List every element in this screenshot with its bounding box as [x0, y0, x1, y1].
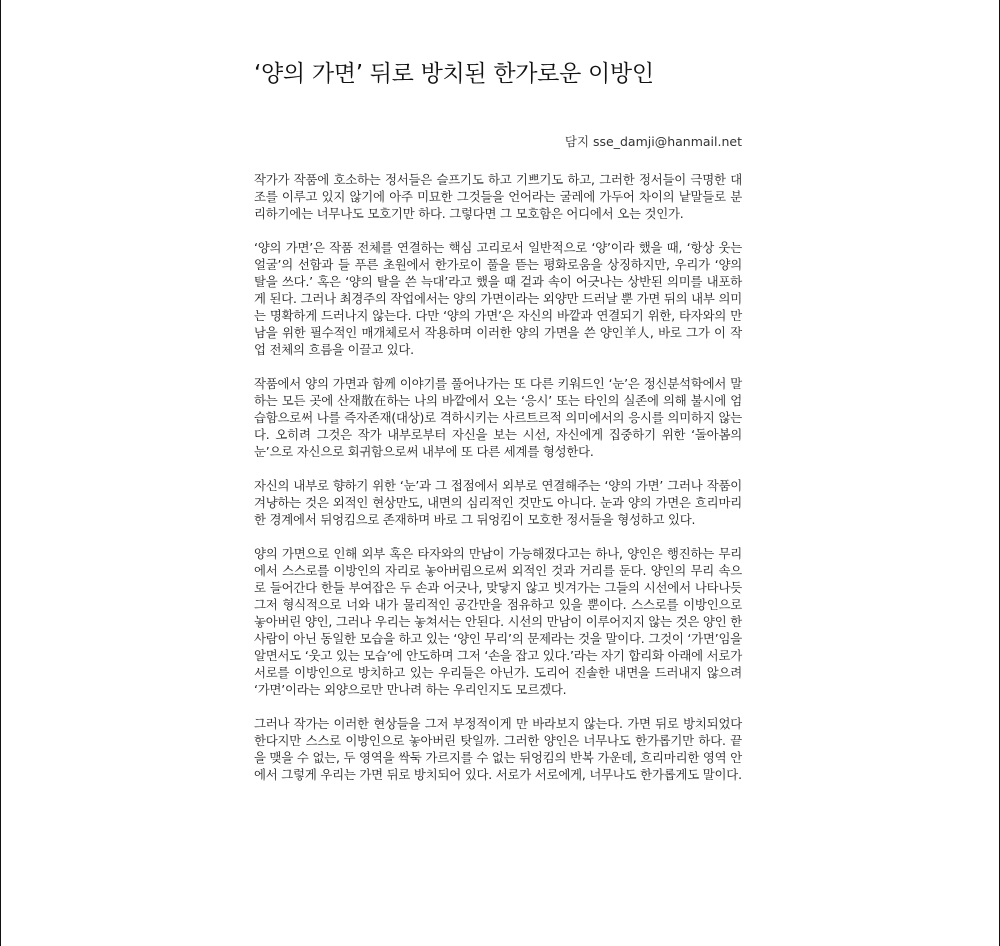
- article: [254, 56, 742, 800]
- article-body: [254, 171, 742, 783]
- paragraph: 양의 가면으로 인해 외부 혹은 타자와의 만남이 가능해졌다고는 하나, 양인은 행진하는 무리에서 스스로를 이방인의 자리로 놓아버림으로써 외적인 것과 거리를 둔다. 양인의 무리 속으로 들어간다 한들 부여잡은 두 손과 어긋나, 맞닿지 않고 빗겨가는 그들의 시선에서 나타나듯 그저 형식적으로 너와 내가 물리적인 공간만을 점유하고 있을 뿐이다. 스스로를 이방인으로 놓아버린 양인, 그러나 우리는 놓쳐서는 안된다. 시선의 만남이 이루어지지 않는 것은 양인 한 사람이 아닌 동일한 모습을 하고 있는 ‘양인 무리’의 문제라는 것을 말이다. 그것이 ‘가면’임을 알면서도 ‘웃고 있는 모습’에 안도하며 그저 ‘손을 잡고 있다.’라는 자기 합리화 아래에 서로가 서로를 이방인으로 방치하고 있는 우리들은 아닌가. 도리어 진솔한 내면을 드러내지 않으려 ‘가면’이라는 외양으로만 만나려 하는 우리인지도 모르겠다.: [254, 546, 742, 697]
- article-title: ‘양의 가면’ 뒤로 방치된 한가로운 이방인: [254, 61, 654, 87]
- author-byline: 담지 sse_damji@hanmail.net: [564, 134, 742, 149]
- paragraph: 그러나 작가는 이러한 현상들을 그저 부정적이게 만 바라보지 않는다. 가면 뒤로 방치되었다 한다지만 스스로 이방인으로 놓아버린 탓일까. 그러한 양인은 너무나도 한가롭기만 하다. 끝을 맺을 수 없는, 두 영역을 싹둑 가르지를 수 없는 뒤엉킴의 반복 가운데, 흐리마리한 영역 안에서 그렇게 우리는 가면 뒤로 방치되어 있다. 서로가 서로에게, 너무나도 한가롭게도 말이다.: [254, 716, 742, 782]
- paragraph: ‘양의 가면’은 작품 전체를 연결하는 핵심 고리로서 일반적으로 ‘양’이라 했을 때, ‘항상 웃는 얼굴’의 선함과 들 푸른 초원에서 한가로이 풀을 뜯는 평화로움을 상징하지만, 우리가 ‘양의 탈을 쓰다.’ 혹은 ‘양의 탈을 쓴 늑대’라고 했을 때 겉과 속이 어긋나는 상반된 의미를 내포하게 된다. 그러나 최경주의 작업에서는 양의 가면이라는 외양만 드러날 뿐 가면 뒤의 내부 의미는 명확하게 드러나지 않는다. 다만 ‘양의 가면’은 자신의 바깥과 연결되기 위한, 타자와의 만남을 위한 필수적인 매개체로서 작용하며 이러한 양의 가면을 쓴 양인羊人, 바로 그가 이 작업 전체의 흐름을 이끌고 있다.: [254, 240, 742, 357]
- paragraph: 작품에서 양의 가면과 함께 이야기를 풀어나가는 또 다른 키워드인 ‘눈’은 정신분석학에서 말하는 모든 곳에 산재散在하는 나의 바깥에서 오는 ‘응시’ 또는 타인의 실존에 의해 불시에 엄습함으로써 나를 즉자존재(대상)로 격하시키는 사르트르적 의미에서의 응시를 의미하지 않는다. 오히려 그것은 작가 내부로부터 자신을 보는 시선, 자신에게 집중하기 위한 ‘돌아봄의 눈’으로 자신으로 회귀함으로써 내부에 또 다른 세계를 형성한다.: [254, 376, 742, 459]
- paragraph: 작가가 작품에 호소하는 정서들은 슬프기도 하고 기쁘기도 하고, 그러한 정서들이 극명한 대조를 이루고 있지 않기에 아주 미묘한 그것들을 언어라는 굴레에 가두어 차이의 낱말들로 분리하기에는 너무나도 모호기만 하다. 그렇다면 그 모호함은 어디에서 오는 것인가.: [254, 172, 742, 221]
- paragraph: 자신의 내부로 향하기 위한 ‘눈’과 그 접점에서 외부로 연결해주는 ‘양의 가면’ 그러나 작품이 겨냥하는 것은 외적인 현상만도, 내면의 심리적인 것만도 아니다. 눈과 양의 가면은 흐리마리한 경계에서 뒤엉킴으로 존재하며 바로 그 뒤엉킴이 모호한 정서들을 형성하고 있다.: [254, 478, 742, 527]
